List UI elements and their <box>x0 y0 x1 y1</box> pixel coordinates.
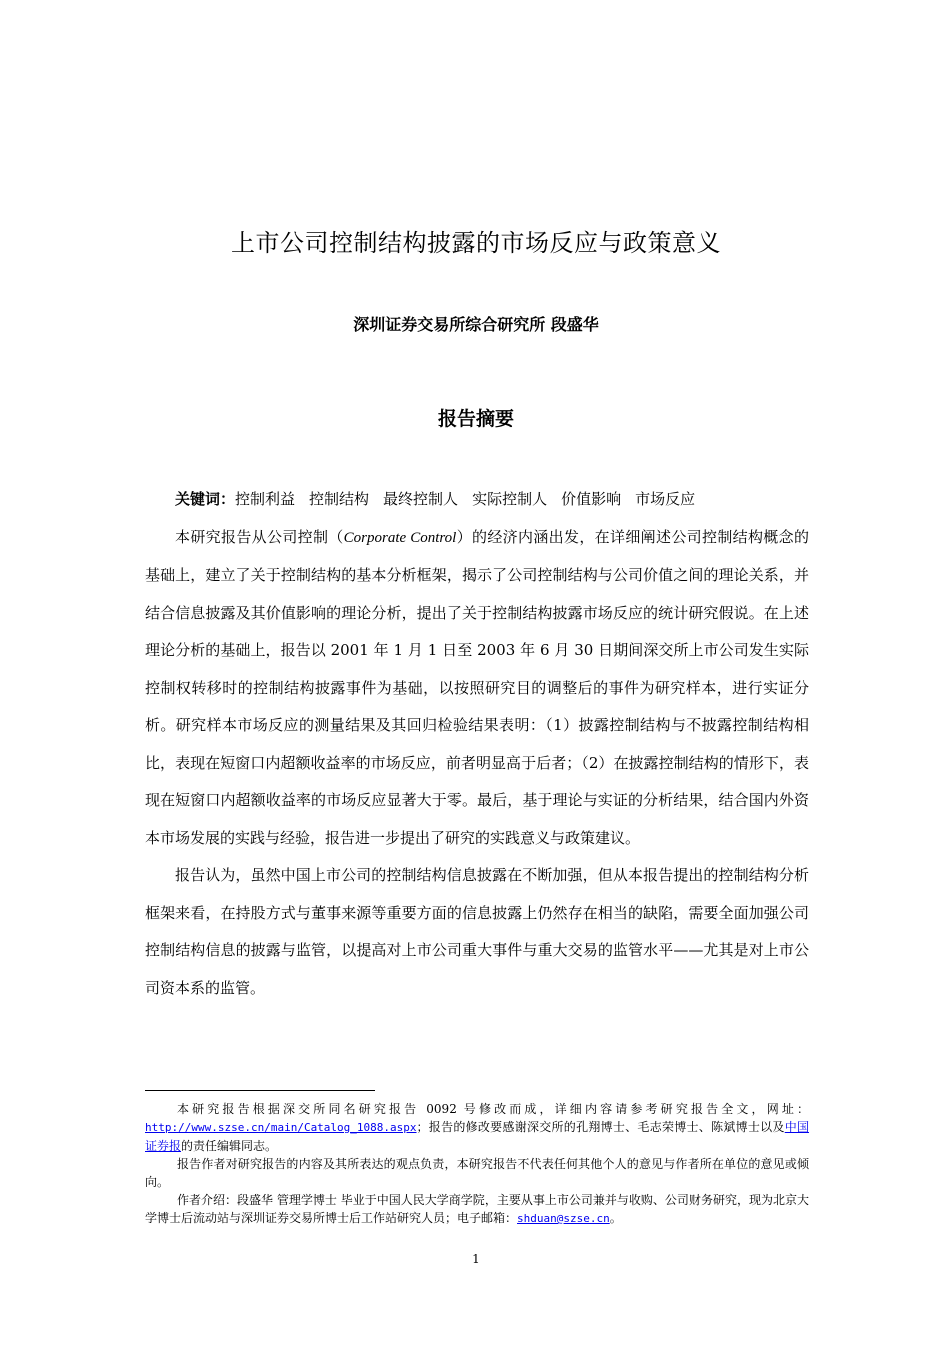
keywords-line <box>145 481 809 519</box>
newspaper-link[interactable]: 中国证券报 <box>145 1120 809 1153</box>
paragraph-text: ）的经济内涵出发，在详细阐述公司控制结构概念的基础上，建立了关于控制结构的基本分析框架，揭示了公司控制结构与公司价值之间的理论关系，并结合信息披露及其价值影响的理论分析，提出了关于控制结构披露市场反应的统计研究假说。在上述理论分析的基础上，报告以 2001 年 1 月 1 日至 2003 年 6 月 30 日期间深交所上市公司发生实际控制权转移时的控制结构披露事件为基础，以按照研究目的调整后的事件为研究样本，进行实证分析。研究样本市场反应的测量结果及其回归检验结果表明：（1）披露控制结构与不披露控制结构相比，表现在短窗口内超额收益率的市场反应，前者明显高于后者；（2）在披露控制结构的情形下，表现在短窗口内超额收益率的市场反应显著大于零。最后，基于理论与实证的分析结果，结合国内外资本市场发展的实践与经验，报告进一步提出了研究的实践意义与政策建议。 <box>145 527 809 847</box>
keywords-label: 关键词： <box>175 490 236 508</box>
email-link[interactable]: shduan@szse.cn <box>517 1212 610 1225</box>
abstract-paragraph-2: 报告认为，虽然中国上市公司的控制结构信息披露在不断加强，但从本报告提出的控制结构分析框架来看，在持股方式与董事来源等重要方面的信息披露上仍然存在相当的缺陷，需要全面加强公司控制结构信息的披露与监管，以提高对上市公司重大事件与重大交易的监管水平——尤其是对上市公司资本系的监管。 <box>145 866 809 997</box>
paper-title: 上市公司控制结构披露的市场反应与政策意义 <box>231 229 721 257</box>
footnote-3 <box>145 1191 809 1228</box>
footnote-separator <box>145 1090 375 1091</box>
footnote-2: 报告作者对研究报告的内容及其所表达的观点负责，本研究报告不代表任何其他个人的意见与作者所在单位的意见或倾向。 <box>145 1157 809 1189</box>
page-number: 1 <box>472 1252 480 1266</box>
keyword-item: 市场反应 <box>635 490 696 508</box>
keyword-item: 价值影响 <box>561 490 622 508</box>
abstract-heading: 报告摘要 <box>437 408 514 430</box>
footnote-text: 本研究报告根据深交所同名研究报告 0092 号修改而成，详细内容请参考研究报告全文，网址： <box>177 1102 809 1116</box>
abstract-body <box>145 481 809 1007</box>
footnote-1 <box>145 1100 809 1155</box>
footnote-text: 作者介绍：段盛华 管理学博士 毕业于中国人民大学商学院，主要从事上市公司兼并与收购、公司财务研究，现为北京大学博士后流动站与深圳证券交易所博士后工作站研究人员；电子邮箱： <box>145 1193 809 1225</box>
report-url-link[interactable]: http://www.szse.cn/main/Catalog_1088.aspx <box>145 1121 417 1134</box>
author-line: 深圳证券交易所综合研究所 段盛华 <box>353 315 599 334</box>
keyword-item: 最终控制人 <box>383 490 459 508</box>
keyword-item: 控制利益 <box>235 490 296 508</box>
footnote-text: ；报告的修改要感谢深交所的孔翔博士、毛志荣博士、陈斌博士以及 <box>416 1120 785 1134</box>
keyword-item: 实际控制人 <box>472 490 548 508</box>
keyword-item: 控制结构 <box>309 490 370 508</box>
footnotes <box>145 1100 809 1228</box>
footnote-text: 的责任编辑同志。 <box>181 1139 278 1153</box>
paragraph-text: 本研究报告从公司控制（ <box>175 527 344 546</box>
english-term: Corporate Control <box>343 529 457 546</box>
footnote-text: 。 <box>609 1211 622 1225</box>
abstract-paragraph-1 <box>145 519 809 858</box>
